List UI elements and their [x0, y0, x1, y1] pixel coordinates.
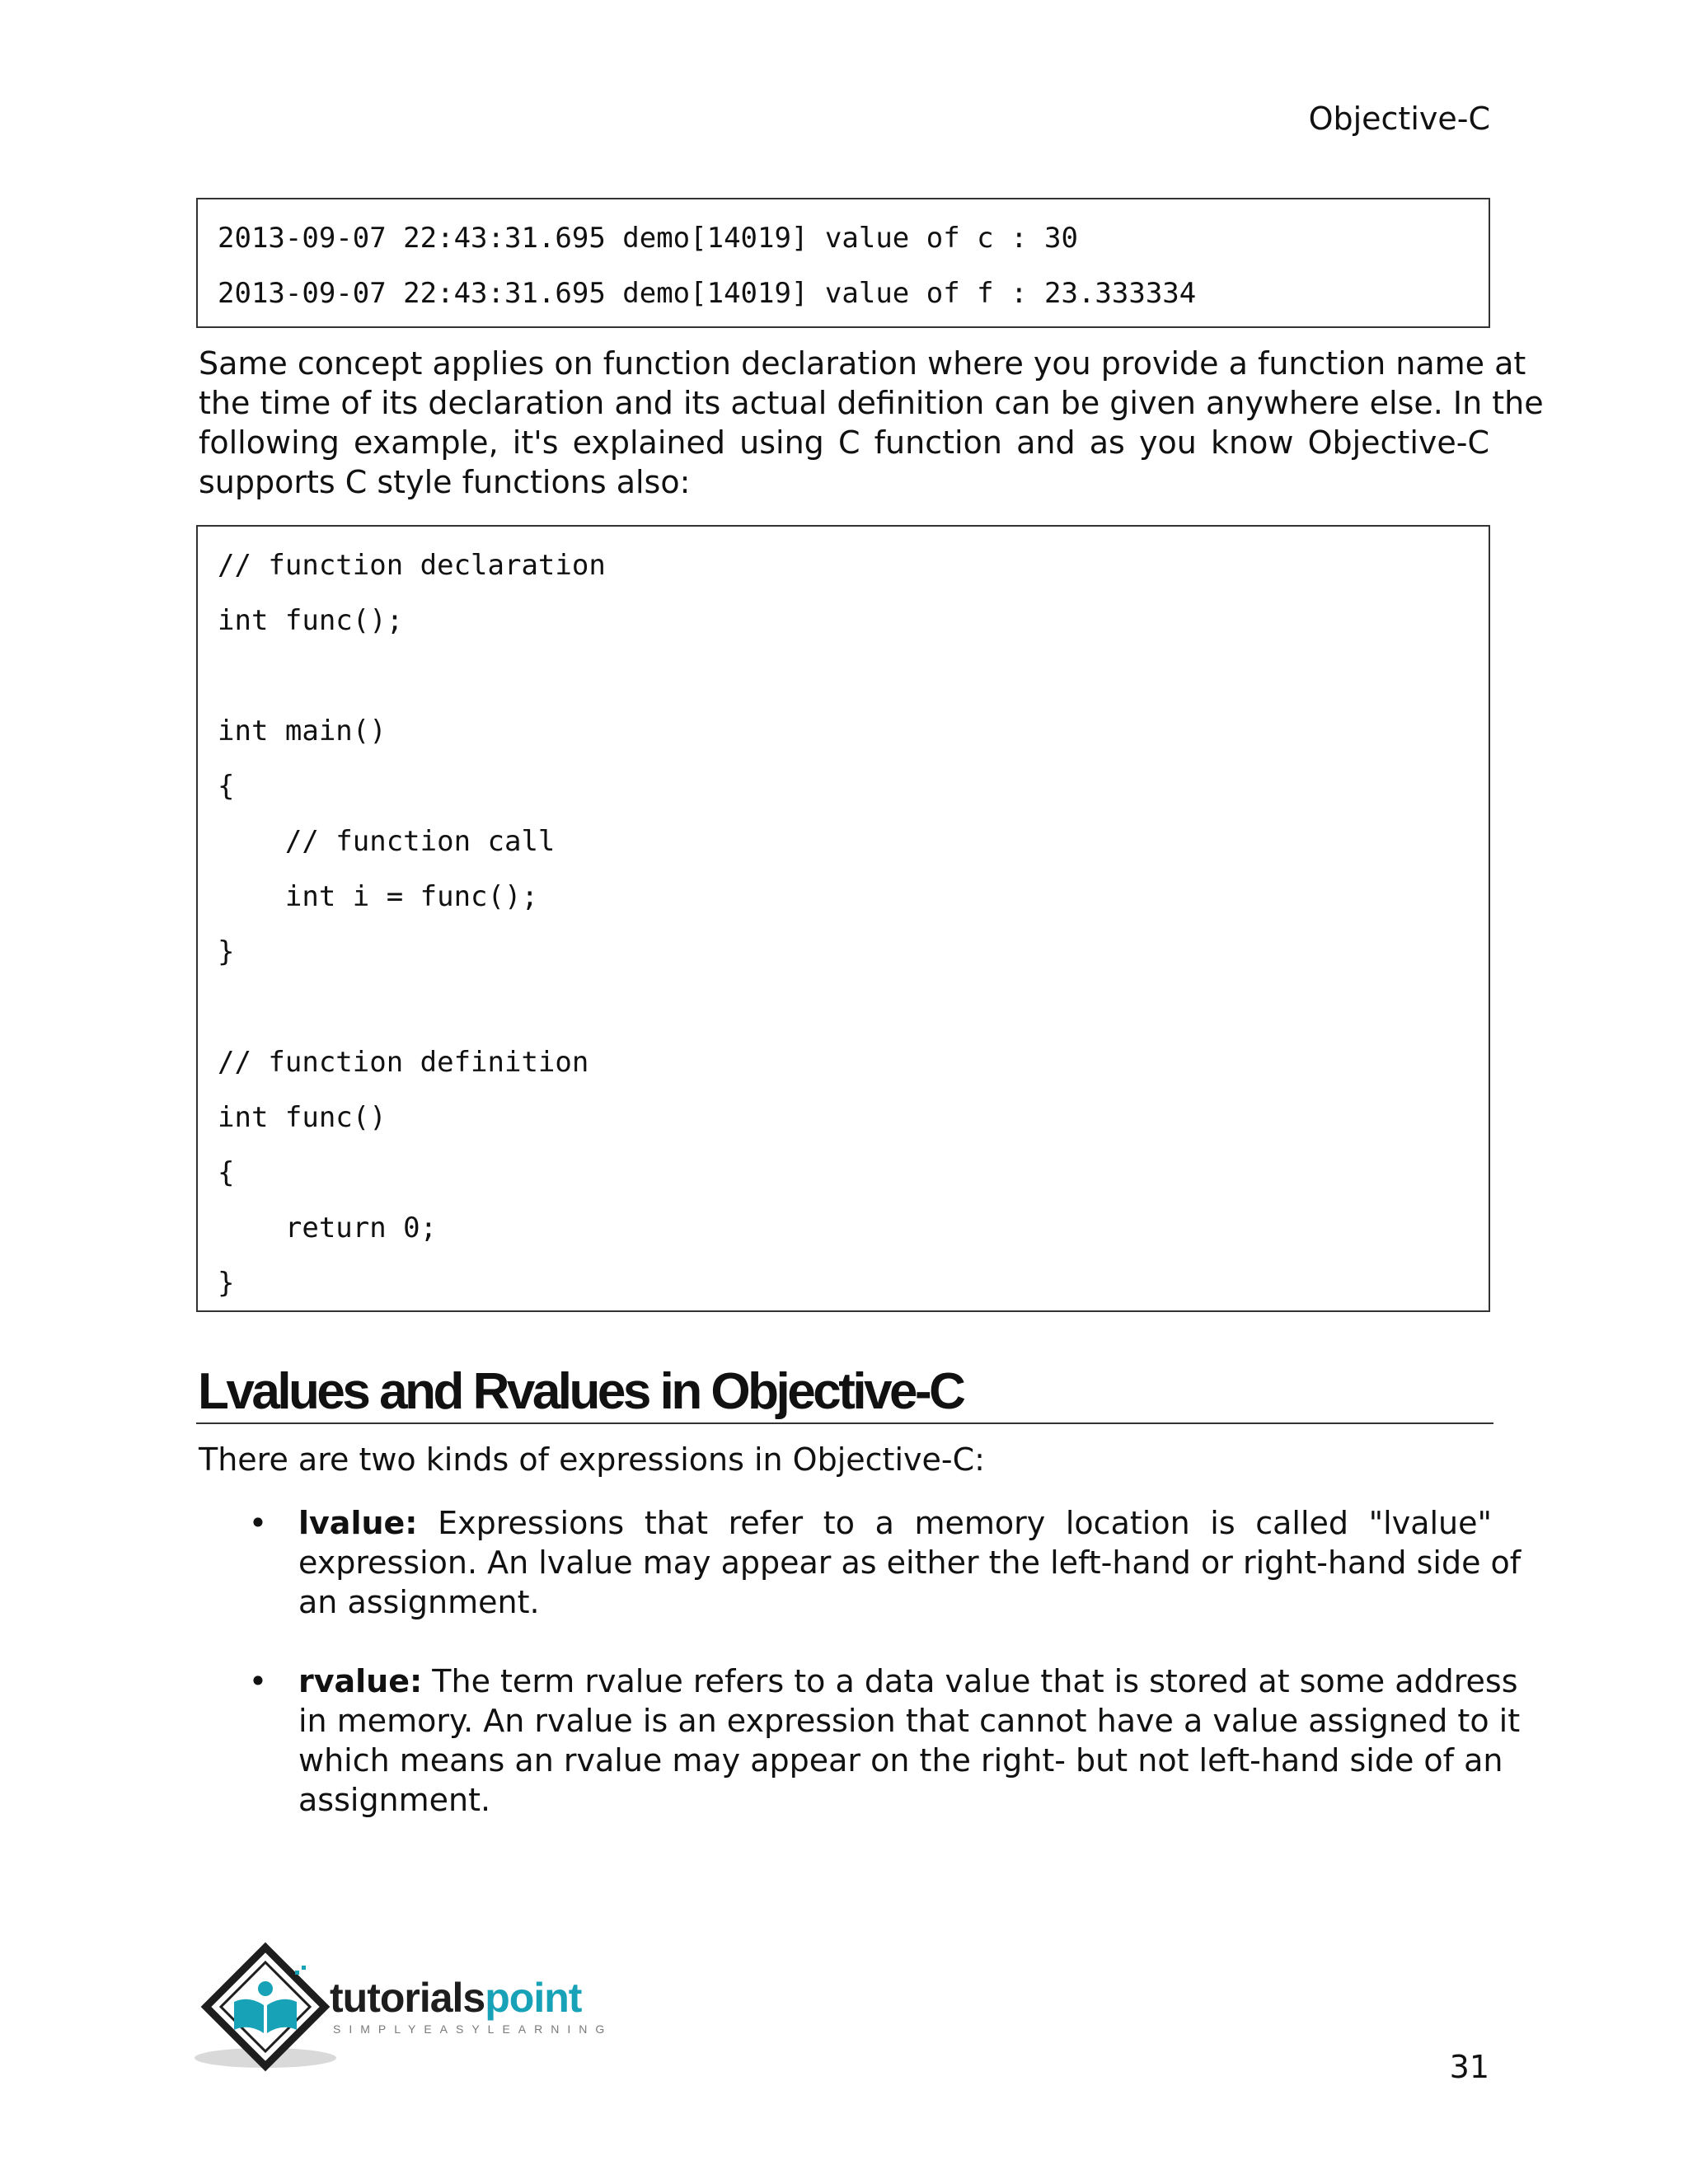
section-intro	[199, 1440, 1489, 1479]
list-item	[198, 1661, 1521, 1820]
intro-paragraph	[199, 344, 1544, 502]
definition-text: The term rvalue refers to a data value that is stored at some address	[422, 1663, 1518, 1699]
code-line: {	[218, 770, 235, 803]
definition-line: which means an rvalue may appear on the right- but not left-hand side of an	[298, 1742, 1503, 1779]
logo-wordmark: tutorialspoint	[330, 1975, 582, 2021]
definition-line: an assignment.	[298, 1584, 540, 1620]
heading-rule	[196, 1422, 1493, 1424]
tutorialspoint-logo	[191, 1941, 653, 2081]
page-number: 31	[1449, 2049, 1489, 2085]
definition-line: in memory. An rvalue is an expression that cannot have a value assigned to it	[298, 1703, 1521, 1739]
bullet-icon: •	[248, 1663, 268, 1699]
term-label: rvalue:	[298, 1663, 423, 1699]
logo-tagline: SIMPLYEASYLEARNING	[333, 2022, 613, 2036]
code-line: }	[218, 1267, 235, 1300]
paragraph-line: the time of its declaration and its actual definition can be given anywhere else. In the	[199, 385, 1544, 421]
paragraph-line: Same concept applies on function declaration where you provide a function name at	[199, 345, 1526, 382]
code-line: }	[218, 935, 235, 968]
running-header: Objective-C	[1308, 101, 1490, 137]
code-example-block	[196, 525, 1490, 1312]
code-line: // function declaration	[218, 549, 606, 582]
output-line: 2013-09-07 22:43:31.695 demo[14019] value of c : 30	[218, 222, 1078, 255]
list-item-first-line	[298, 1661, 1518, 1701]
code-line	[218, 649, 1469, 704]
program-output-block	[196, 198, 1490, 328]
section-heading: Lvalues and Rvalues in Objective-C	[198, 1363, 964, 1420]
section-intro-text: There are two kinds of expressions in Objective-C:	[199, 1441, 985, 1478]
definition-text: Expressions that refer to a memory location is called "lvalue"	[417, 1505, 1492, 1541]
code-line: return 0;	[218, 1212, 438, 1244]
code-line: int func()	[218, 1101, 387, 1134]
list-item	[198, 1503, 1522, 1622]
output-line: 2013-09-07 22:43:31.695 demo[14019] value of f : 23.333334	[218, 277, 1197, 310]
code-line: int i = func();	[218, 880, 538, 913]
code-line: int main()	[218, 715, 387, 748]
code-line: int func();	[218, 604, 404, 637]
definition-line: assignment.	[298, 1782, 491, 1818]
logo-diamond-icon	[206, 1947, 325, 2066]
definition-line: expression. An lvalue may appear as either the left-hand or right-hand side of	[298, 1544, 1522, 1581]
code-line: // function definition	[218, 1046, 589, 1079]
list-item-first-line	[298, 1503, 1492, 1543]
code-line	[218, 980, 1469, 1035]
code-line: {	[218, 1156, 235, 1189]
bullet-icon: •	[248, 1505, 268, 1541]
definition-list	[198, 1503, 1522, 1820]
term-label: lvalue:	[298, 1505, 418, 1541]
code-line: // function call	[218, 825, 556, 858]
paragraph-line: following example, it's explained using C function and as you know Objective-C	[199, 424, 1489, 461]
paragraph-line: supports C style functions also:	[199, 464, 691, 500]
